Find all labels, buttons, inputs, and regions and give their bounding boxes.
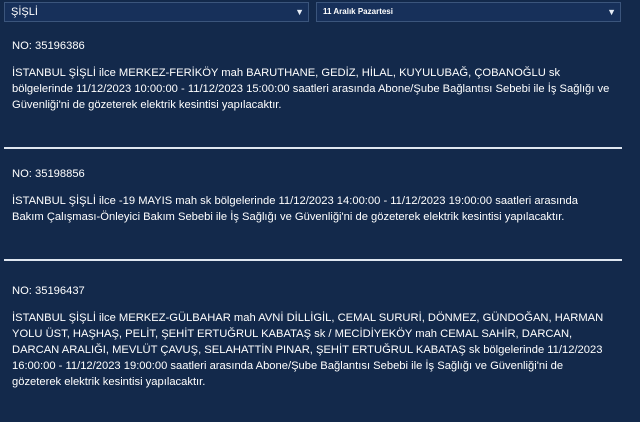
divider <box>4 147 622 149</box>
filter-bar <box>0 0 640 26</box>
notice-text: İSTANBUL ŞİŞLİ ilce MERKEZ-GÜLBAHAR mah AVNİ DİLLİGİL, CEMAL SURURİ, DÖNMEZ, GÜNDOĞAN, HARMAN YOLU ÜST, HAŞHAŞ, PELİT, ŞEHİT ERTUĞRUL KABATAŞ sk / MECİDİYEKÖY mah CEMAL SAHİR, DARCAN, DARCAN ARALIĞI, MEVLÜT ÇAVUŞ, SELAHATTİN PINAR, ŞEHİT ERTUĞRUL KABATAŞ sk bölgelerinde 11/12/2023 16:00:00 - 11/12/2023 19:00:00 saatleri arasında Abone/Şube Bağlantısı Sebebi ile İş Sağlığı ve Güvenliği'ni de gözeterek elektrik kesintisi yapılacaktır. <box>12 312 604 388</box>
district-select[interactable] <box>4 2 309 22</box>
notice-number: NO: 35196386 <box>12 40 85 52</box>
outage-notice <box>12 166 630 225</box>
district-select-value: ŞİŞLİ <box>11 6 38 18</box>
chevron-down-icon: ▼ <box>295 7 304 17</box>
outage-notice <box>12 38 630 113</box>
date-select-value: 11 Aralık Pazartesi <box>323 7 393 16</box>
outage-notice <box>12 283 630 390</box>
chevron-down-icon: ▼ <box>607 7 616 17</box>
notice-text: İSTANBUL ŞİŞLİ ilce -19 MAYIS mah sk bölgelerinde 11/12/2023 14:00:00 - 11/12/2023 19:00:00 saatleri arasında Bakım Çalışması-Önleyici Bakım Sebebi ile İş Sağlığı ve Güvenliği'ni de gözeterek elektrik kesintisi yapılacaktır. <box>12 195 578 223</box>
notice-text: İSTANBUL ŞİŞLİ ilce MERKEZ-FERİKÖY mah BARUTHANE, GEDİZ, HİLAL, KUYULUBAĞ, ÇOBANOĞLU sk bölgelerinde 11/12/2023 10:00:00 - 11/12/2023 15:00:00 saatleri arasında Abone/Şube Bağlantısı Sebebi ile İş Sağlığı ve Güvenliği'ni de gözeterek elektrik kesintisi yapılacaktır. <box>12 67 610 111</box>
notice-number: NO: 35198856 <box>12 168 85 180</box>
notice-number: NO: 35196437 <box>12 285 85 297</box>
divider <box>4 259 622 261</box>
date-select[interactable] <box>316 2 621 22</box>
